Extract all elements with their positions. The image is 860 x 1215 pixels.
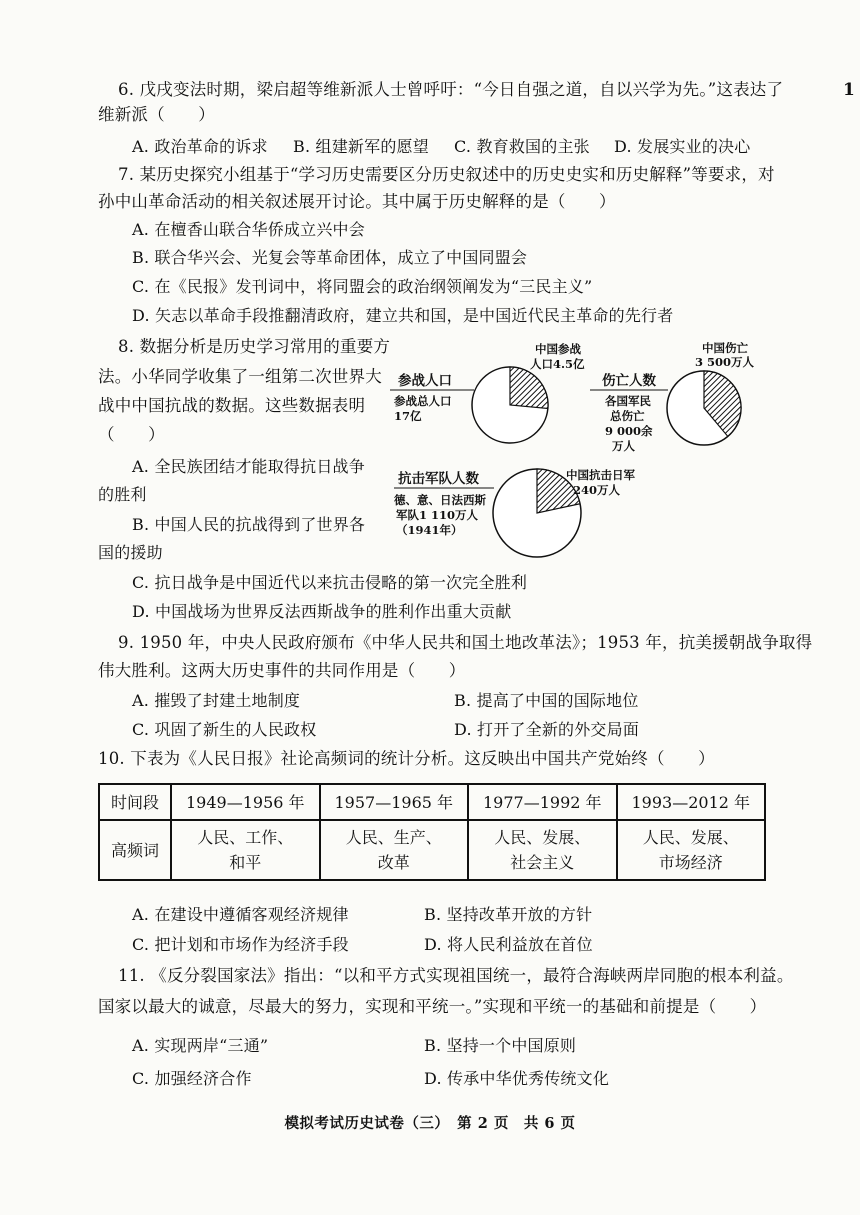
pie-3-total-label-3: （1941年） [396,523,463,537]
q6-stem-line-1: 6. 戊戌变法时期，梁启超等维新派人士曾呼吁：“今日自强之道，自以兴学为先。”这表达了 [118,80,784,99]
q11-stem-line-1: 11. 《反分裂国家法》指出：“以和平方式实现祖国统一，最符合海峡两岸同胞的根本利益。 [118,966,794,985]
table-cell-period-4: 1993—2012 年 [617,784,766,820]
pie-2-slice-label-1: 中国伤亡 [702,341,748,355]
pie-2-total-label-1: 各国军民 [605,394,651,408]
words-line: 人民、工作、 [197,828,294,847]
words-line: 人民、生产、 [345,828,442,847]
pie-3-title: 抗击军队人数 [398,471,479,487]
pie-1-slice-label-1: 中国参战 [535,342,581,356]
q10-stem: 10. 下表为《人民日报》社论高频词的统计分析。这反映出中国共产党始终（ ） [98,749,715,768]
pie-1-title: 参战人口 [398,373,452,389]
words-line: 人民、发展、 [642,828,739,847]
table-row [99,784,765,820]
table-cell-words-1 [171,820,320,880]
q8-option-a-line-1: A. 全民族团结才能取得抗日战争 [132,457,365,476]
pie-1-total-label-2: 17亿 [394,409,422,423]
words-line: 和平 [229,853,262,872]
pie-1 [390,342,585,443]
q7-stem-line-2: 孙中山革命活动的相关叙述展开讨论。其中属于历史解释的是（ ） [98,192,616,211]
q6-option-d: D. 发展实业的决心 [614,137,751,156]
q11-option-a: A. 实现两岸“三通” [132,1036,269,1055]
q7-option-b: B. 联合华兴会、光复会等革命团体，成立了中国同盟会 [132,248,528,267]
q10-option-c: C. 把计划和市场作为经济手段 [132,935,349,954]
q9-option-d: D. 打开了全新的外交局面 [454,720,640,739]
q8-option-d: D. 中国战场为世界反法西斯战争的胜利作出重大贡献 [132,602,512,621]
q7-option-a: A. 在檀香山联合华侨成立兴中会 [132,220,365,239]
q9-option-b: B. 提高了中国的国际地位 [454,691,639,710]
pie-2-total-label-4: 万人 [612,439,635,453]
q8-option-b-line-1: B. 中国人民的抗战得到了世界各 [132,515,366,534]
q10-option-b: B. 坚持改革开放的方针 [424,905,593,924]
table-cell-words-3 [468,820,617,880]
q10-option-d: D. 将人民利益放在首位 [424,935,593,954]
pie-3-slice-label-2: 240万人 [573,483,621,497]
pie-3-total-label-2: 军队1 110万人 [396,508,479,522]
q8-stem-line-3: 战中中国抗战的数据。这些数据表明 [98,396,366,415]
table-cell-words-4 [617,820,766,880]
q8-stem-line-1: 8. 数据分析是历史学习常用的重要方 [118,337,391,356]
pie-3-slice-label-1: 中国抗击日军 [566,468,635,482]
table-cell-period-1: 1949—1956 年 [171,784,320,820]
q9-stem-line-1: 9. 1950 年，中央人民政府颁布《中华人民共和国土地改革法》；1953 年，抗美援朝战争取得 [118,633,813,652]
words-line: 改革 [377,853,410,872]
table-row [99,820,765,880]
q8-option-a-line-2: 的胜利 [98,485,147,504]
high-frequency-words-table [98,783,766,881]
pie-2 [590,341,755,453]
q6-option-a: A. 政治革命的诉求 [132,137,268,156]
words-line: 人民、发展、 [494,828,591,847]
q10-option-a: A. 在建设中遵循客观经济规律 [132,905,349,924]
words-line: 社会主义 [510,853,575,872]
table-head-period: 时间段 [99,784,171,820]
q6-option-c: C. 教育救国的主张 [454,137,590,156]
q7-stem-line-1: 7. 某历史探究小组基于“学习历史需要区分历史叙述中的历史史实和历史解释”等要求，对 [118,165,775,184]
pie-3 [394,468,635,557]
table-cell-period-3: 1977—1992 年 [468,784,617,820]
margin-page-number: 1 [843,80,855,100]
pie-2-total-label-2: 总伤亡 [610,409,645,423]
q9-option-c: C. 巩固了新生的人民政权 [132,720,317,739]
q11-option-c: C. 加强经济合作 [132,1069,252,1088]
q8-option-b-line-2: 国的援助 [98,543,163,562]
page-footer: 模拟考试历史试卷（三） 第 2 页 共 6 页 [284,1115,576,1132]
q9-stem-line-2: 伟大胜利。这两大历史事件的共同作用是（ ） [98,661,466,680]
table-cell-words-2 [320,820,469,880]
pie-charts [390,338,770,568]
pie-3-total-label-1: 德、意、日法西斯 [394,493,486,507]
words-line: 市场经济 [658,853,723,872]
q8-stem-line-4: （ ） [98,425,165,444]
q7-option-c: C. 在《民报》发刊词中，将同盟会的政治纲领阐发为“三民主义” [132,277,593,296]
q11-option-d: D. 传承中华优秀传统文化 [424,1069,610,1088]
pie-2-slice-label-2: 3 500万人 [695,355,755,369]
q6-stem-line-2: 维新派（ ） [98,105,215,124]
q8-option-c: C. 抗日战争是中国近代以来抗击侵略的第一次完全胜利 [132,573,528,592]
q9-option-a: A. 摧毁了封建土地制度 [132,691,301,710]
q6-option-b: B. 组建新军的愿望 [293,137,429,156]
pie-1-china-slice [510,367,548,409]
table-head-words: 高频词 [99,820,171,880]
q7-option-d: D. 矢志以革命手段推翻清政府，建立共和国，是中国近代民主革命的先行者 [132,306,674,325]
pie-1-total-label-1: 参战总人口 [394,394,452,408]
table-cell-period-2: 1957—1965 年 [320,784,469,820]
pie-2-title: 伤亡人数 [602,373,656,389]
q8-stem-line-2: 法。小华同学收集了一组第二次世界大 [98,367,382,386]
pie-2-total-label-3: 9 000余 [605,424,653,438]
q11-option-b: B. 坚持一个中国原则 [424,1036,577,1055]
q11-stem-line-2: 国家以最大的诚意，尽最大的努力，实现和平统一。”实现和平统一的基础和前提是（ ） [98,997,767,1016]
pie-1-slice-label-2: 人口4.5亿 [530,357,585,371]
